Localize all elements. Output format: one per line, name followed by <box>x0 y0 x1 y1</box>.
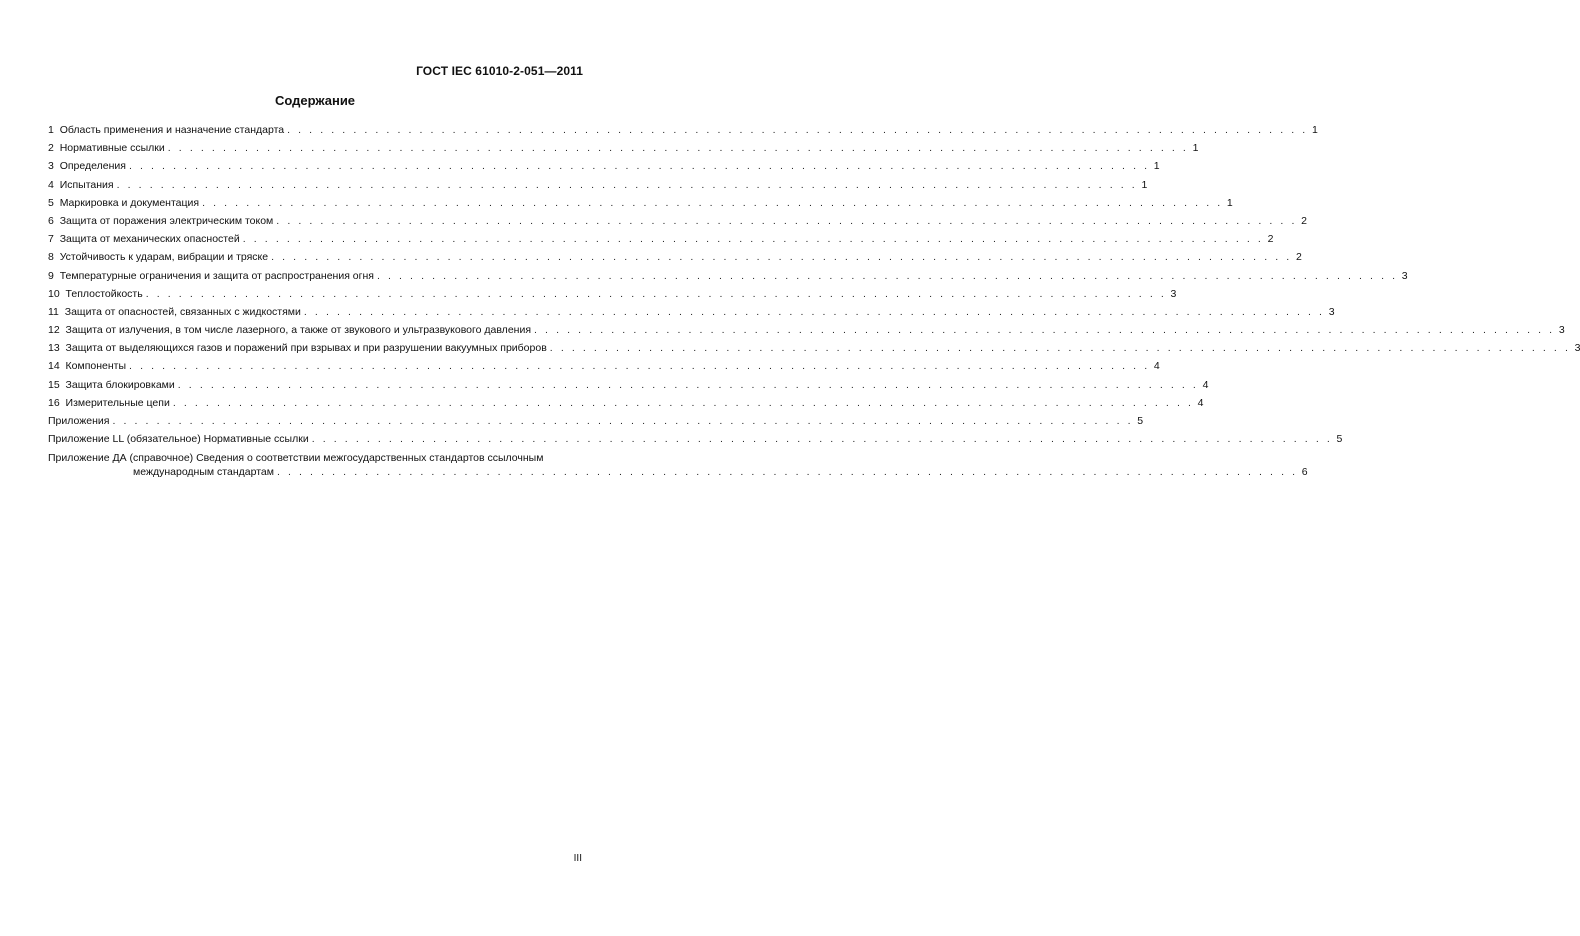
toc-entry-number: 5 <box>48 196 54 209</box>
toc-entry-number: 8 <box>48 251 54 264</box>
toc-entry-page: 1 <box>1153 160 1160 173</box>
toc-leader-dots: . . . . . . . . . . . . . . . . . . . . . . . . . . . . . . . . . . . . . . . . . . . . . . . . . . . . . . . . . . . . . . . . . . . . . . . . . . . . . . . . . . . . . . . . . . . . . <box>271 251 1292 264</box>
toc-entry-title: Устойчивость к ударам, вибрации и тряске <box>59 251 269 264</box>
toc-entry-page: 1 <box>1226 196 1233 209</box>
toc-entry-page: 5 <box>1137 415 1144 427</box>
toc-entry-number: 3 <box>48 160 54 173</box>
toc-leader-dots: . . . . . . . . . . . . . . . . . . . . . . . . . . . . . . . . . . . . . . . . . . . . . . . . . . . . . . . . . . . . . . . . . . . . . . . . . . . . . . . . . . . . . . . . . . . . . <box>202 196 1223 209</box>
toc-entry-title: Приложение LL (обязательное) Нормативные ссылки <box>48 433 309 446</box>
toc-entry-3[interactable] <box>48 157 1160 175</box>
toc-leader-dots: . . . . . . . . . . . . . . . . . . . . . . . . . . . . . . . . . . . . . . . . . . . . . . . . . . . . . . . . . . . . . . . . . . . . . . . . . . . . . . . . . . . . . . . . . . . . . <box>116 178 1138 191</box>
toc-leader-dots: . . . . . . . . . . . . . . . . . . . . . . . . . . . . . . . . . . . . . . . . . . . . . . . . . . . . . . . . . . . . . . . . . . . . . . . . . . . . . . . . . . . . . . . . . . . . . <box>276 214 1297 227</box>
toc-entry-page: 3 <box>1170 287 1177 300</box>
toc-entry-title: Измерительные цепи <box>65 396 170 409</box>
toc-entry-title: Температурные ограничения и защита от распространения огня <box>59 269 374 282</box>
toc-entry-page: 2 <box>1301 214 1307 227</box>
toc-entry-16[interactable] <box>48 394 1204 412</box>
toc-entry-4[interactable] <box>48 176 1148 194</box>
toc-leader-dots: . . . . . . . . . . . . . . . . . . . . . . . . . . . . . . . . . . . . . . . . . . . . . . . . . . . . . . . . . . . . . . . . . . . . . . . . . . . . . . . . . . . . . . . . . . . . . <box>172 396 1194 409</box>
toc-entry-number: 14 <box>48 360 60 373</box>
toc-entry-number: 7 <box>48 233 54 246</box>
document-code: ГОСТ IEC 61010-2-051—2011 <box>416 64 583 78</box>
table-of-contents <box>48 121 1580 479</box>
toc-entry-title: Нормативные ссылки <box>59 142 165 155</box>
toc-entry-2[interactable] <box>48 139 1199 157</box>
toc-entry-page: 1 <box>1141 178 1148 191</box>
toc-entry-title: Область применения и назначение стандарта <box>59 124 285 136</box>
toc-entry-title-line2: международным стандартам <box>133 466 274 479</box>
toc-entry-7[interactable] <box>48 230 1274 248</box>
toc-entry-5[interactable] <box>48 194 1233 212</box>
toc-entry-title: Защита блокировками <box>65 378 175 391</box>
toc-entry-8[interactable] <box>48 248 1302 266</box>
toc-leader-dots: . . . . . . . . . . . . . . . . . . . . . . . . . . . . . . . . . . . . . . . . . . . . . . . . . . . . . . . . . . . . . . . . . . . . . . . . . . . . . . . . . . . . . . . . . . . . . <box>287 124 1308 136</box>
toc-entry-title: Теплостойкость <box>65 287 143 300</box>
toc-entry-page: 3 <box>1558 324 1565 337</box>
toc-entry-appendix-ll[interactable] <box>48 430 1343 448</box>
toc-entry-number: 16 <box>48 396 60 409</box>
toc-entry-title: Защита от излучения, в том числе лазерного, а также от звукового и ультразвукового давления <box>65 324 532 337</box>
toc-entry-title: Защита от механических опасностей <box>59 233 240 246</box>
toc-entry-number: 11 <box>48 305 59 318</box>
toc-entry-number: 1 <box>48 124 54 136</box>
page-number: III <box>573 853 582 864</box>
toc-entry-11[interactable] <box>48 303 1335 321</box>
toc-entry-page: 2 <box>1267 233 1274 246</box>
toc-entry-page: 5 <box>1336 433 1343 446</box>
toc-entry-number: 13 <box>48 342 60 355</box>
toc-entry-page: 4 <box>1197 396 1204 409</box>
toc-leader-dots: . . . . . . . . . . . . . . . . . . . . . . . . . . . . . . . . . . . . . . . . . . . . . . . . . . . . . . . . . . . . . . . . . . . . . . . . . . . . . . . . . . . . . . . . . . . . . <box>242 233 1264 246</box>
toc-entry-page: 4 <box>1202 378 1209 391</box>
toc-entry-number: 12 <box>48 324 60 337</box>
toc-entry-number: 9 <box>48 269 54 282</box>
toc-entry-number: 2 <box>48 142 54 155</box>
toc-entry-13[interactable] <box>48 339 1580 357</box>
toc-entry-number: 4 <box>48 178 54 191</box>
toc-entry-title: Определения <box>59 160 126 173</box>
toc-leader-dots: . . . . . . . . . . . . . . . . . . . . . . . . . . . . . . . . . . . . . . . . . . . . . . . . . . . . . . . . . . . . . . . . . . . . . . . . . . . . . . . . . . . . . . . . . . . . . <box>145 287 1167 300</box>
toc-entry-title: Защита от опасностей, связанных с жидкостями <box>64 305 301 318</box>
toc-leader-dots: . . . . . . . . . . . . . . . . . . . . . . . . . . . . . . . . . . . . . . . . . . . . . . . . . . . . . . . . . . . . . . . . . . . . . . . . . . . . . . . . . . . . . . . . . . . . . <box>534 324 1555 337</box>
toc-entry-title: Защита от выделяющихся газов и поражений при взрывах и при разрушении вакуумных приборов <box>65 342 547 355</box>
toc-leader-dots: . . . . . . . . . . . . . . . . . . . . . . . . . . . . . . . . . . . . . . . . . . . . . . . . . . . . . . . . . . . . . . . . . . . . . . . . . . . . . . . . . . . . . . . . . . . . . <box>311 433 1333 446</box>
toc-entry-appendix-da[interactable] <box>48 451 1308 479</box>
toc-entry-1[interactable] <box>48 121 1318 139</box>
toc-leader-dots: . . . . . . . . . . . . . . . . . . . . . . . . . . . . . . . . . . . . . . . . . . . . . . . . . . . . . . . . . . . . . . . . . . . . . . . . . . . . . . . . . . . . . . . . . . . . . <box>129 360 1150 373</box>
toc-leader-dots: . . . . . . . . . . . . . . . . . . . . . . . . . . . . . . . . . . . . . . . . . . . . . . . . . . . . . . . . . . . . . . . . . . . . . . . . . . . . . . . . . . . . . . . . . . . . . <box>177 378 1199 391</box>
toc-entry-10[interactable] <box>48 285 1177 303</box>
toc-leader-dots: . . . . . . . . . . . . . . . . . . . . . . . . . . . . . . . . . . . . . . . . . . . . . . . . . . . . . . . . . . . . . . . . . . . . . . . . . . . . . . . . . . . . . . . . . . . . . <box>167 142 1189 155</box>
toc-entry-title-line1: Приложение ДА (справочное) Сведения о соответствии межгосударственных стандартов ссылочным <box>48 452 544 465</box>
toc-entry-title: Приложения <box>48 415 110 427</box>
toc-entry-number: 15 <box>48 378 60 391</box>
toc-entry-15[interactable] <box>48 376 1209 394</box>
toc-leader-dots: . . . . . . . . . . . . . . . . . . . . . . . . . . . . . . . . . . . . . . . . . . . . . . . . . . . . . . . . . . . . . . . . . . . . . . . . . . . . . . . . . . . . . . . . . . . . . <box>112 415 1134 427</box>
toc-entry-number: 6 <box>48 214 54 227</box>
toc-leader-dots: . . . . . . . . . . . . . . . . . . . . . . . . . . . . . . . . . . . . . . . . . . . . . . . . . . . . . . . . . . . . . . . . . . . . . . . . . . . . . . . . . . . . . . . . . . . . . <box>276 466 1298 479</box>
toc-entry-page: 3 <box>1574 342 1580 355</box>
toc-entry-9[interactable] <box>48 267 1408 285</box>
toc-entry-14[interactable] <box>48 357 1160 375</box>
toc-entry-page: 3 <box>1401 269 1408 282</box>
toc-entry-title: Маркировка и документация <box>59 196 200 209</box>
toc-entry-6[interactable] <box>48 212 1307 230</box>
toc-entry-title: Компоненты <box>65 360 127 373</box>
toc-entry-page: 3 <box>1328 305 1335 318</box>
toc-entry-12[interactable] <box>48 321 1565 339</box>
toc-entry-page: 2 <box>1295 251 1302 264</box>
toc-entry-page: 1 <box>1192 142 1199 155</box>
toc-entry-page: 1 <box>1311 124 1318 136</box>
toc-leader-dots: . . . . . . . . . . . . . . . . . . . . . . . . . . . . . . . . . . . . . . . . . . . . . . . . . . . . . . . . . . . . . . . . . . . . . . . . . . . . . . . . . . . . . . . . . . . . . <box>376 269 1398 282</box>
toc-title: Содержание <box>274 93 356 108</box>
toc-leader-dots: . . . . . . . . . . . . . . . . . . . . . . . . . . . . . . . . . . . . . . . . . . . . . . . . . . . . . . . . . . . . . . . . . . . . . . . . . . . . . . . . . . . . . . . . . . . . . <box>303 305 1325 318</box>
toc-entry-page: 4 <box>1153 360 1160 373</box>
toc-leader-dots: . . . . . . . . . . . . . . . . . . . . . . . . . . . . . . . . . . . . . . . . . . . . . . . . . . . . . . . . . . . . . . . . . . . . . . . . . . . . . . . . . . . . . . . . . . . . . <box>128 160 1150 173</box>
toc-entry-title: Испытания <box>59 178 114 191</box>
toc-entry-page: 6 <box>1301 466 1308 479</box>
toc-leader-dots: . . . . . . . . . . . . . . . . . . . . . . . . . . . . . . . . . . . . . . . . . . . . . . . . . . . . . . . . . . . . . . . . . . . . . . . . . . . . . . . . . . . . . . . . . . . . . <box>549 342 1571 355</box>
toc-entry-title: Защита от поражения электрическим током <box>59 214 274 227</box>
toc-entry-number: 10 <box>48 287 60 300</box>
toc-entry-appendices[interactable] <box>48 412 1144 430</box>
